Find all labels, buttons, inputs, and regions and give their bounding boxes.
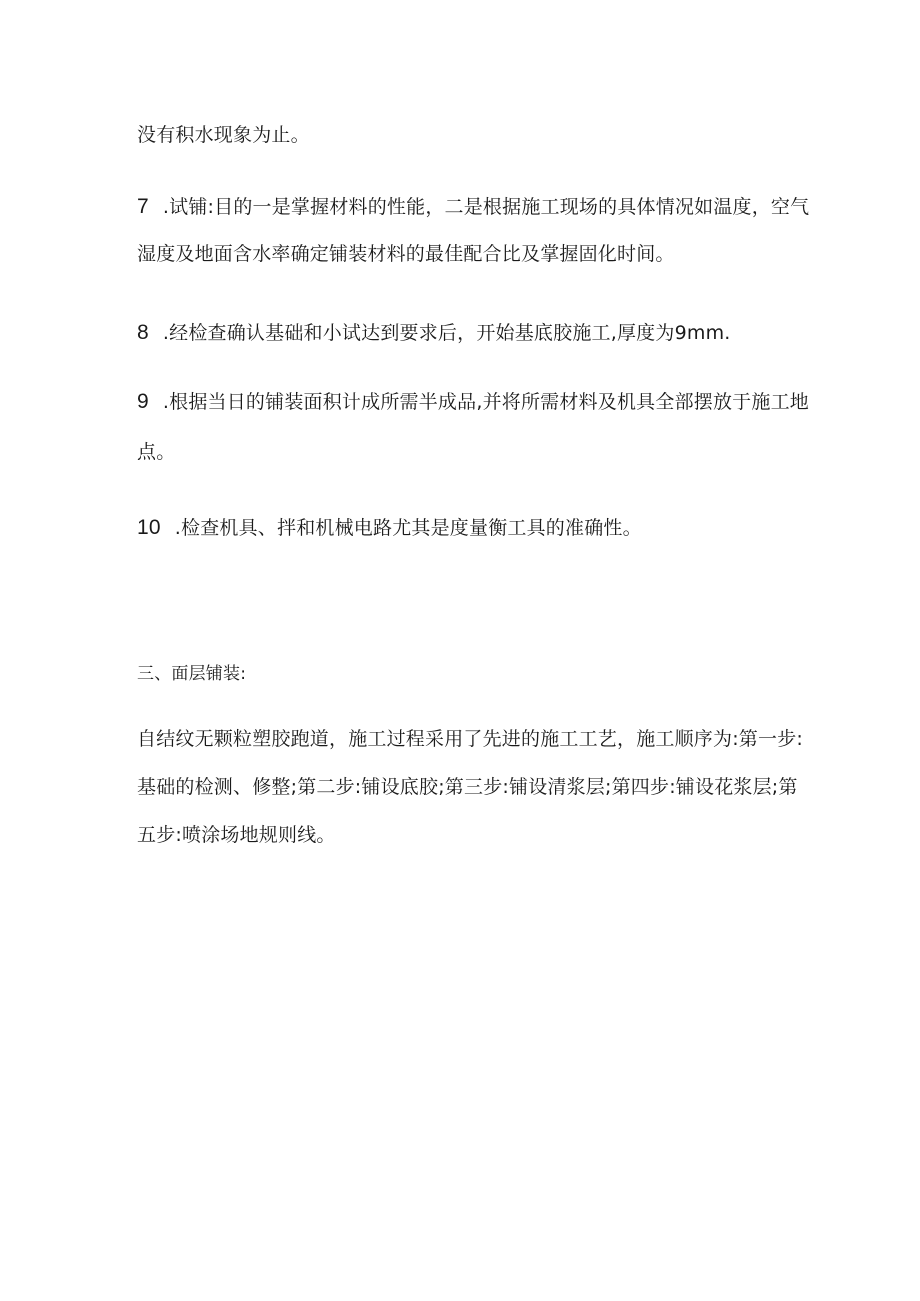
list-number: 10 [137, 516, 161, 539]
section-body-line-1: 自结纹无颗粒塑胶跑道，施工过程采用了先进的施工工艺，施工顺序为:第一步: [137, 728, 804, 750]
section-heading: 三、面层铺装: [137, 664, 247, 684]
list-item-text: .根据当日的铺装面积计成所需半成品,并将所需材料及机具全部摆放于施工地 [162, 391, 809, 413]
list-item-10-line-1 [137, 516, 642, 540]
list-number: 9 [137, 390, 149, 413]
list-item-9-line-2: 点。 [137, 441, 176, 463]
list-item-9-line-1 [137, 390, 809, 414]
list-item-7-line-1 [137, 195, 809, 219]
list-item-7-line-2: 湿度及地面含水率确定铺装材料的最佳配合比及掌握固化时间。 [137, 243, 675, 265]
section-body-line-2: 基础的检测、修整;第二步:铺设底胶;第三步:铺设清浆层;第四步:铺设花浆层;第 [137, 776, 798, 798]
list-number: 7 [137, 195, 149, 218]
list-item-text: .试铺:目的一是掌握材料的性能，二是根据施工现场的具体情况如温度，空气 [162, 196, 810, 218]
list-number: 8 [137, 321, 149, 344]
list-item-8-line-1 [137, 321, 731, 345]
continuation-text: 没有积水现象为止。 [137, 124, 310, 146]
list-item-text: .经检查确认基础和小试达到要求后，开始基底胶施工,厚度为9mm. [162, 322, 731, 344]
list-item-text: .检查机具、拌和机械电路尤其是度量衡工具的准确性。 [174, 517, 642, 539]
section-body-line-3: 五步:喷涂场地规则线。 [137, 824, 336, 846]
